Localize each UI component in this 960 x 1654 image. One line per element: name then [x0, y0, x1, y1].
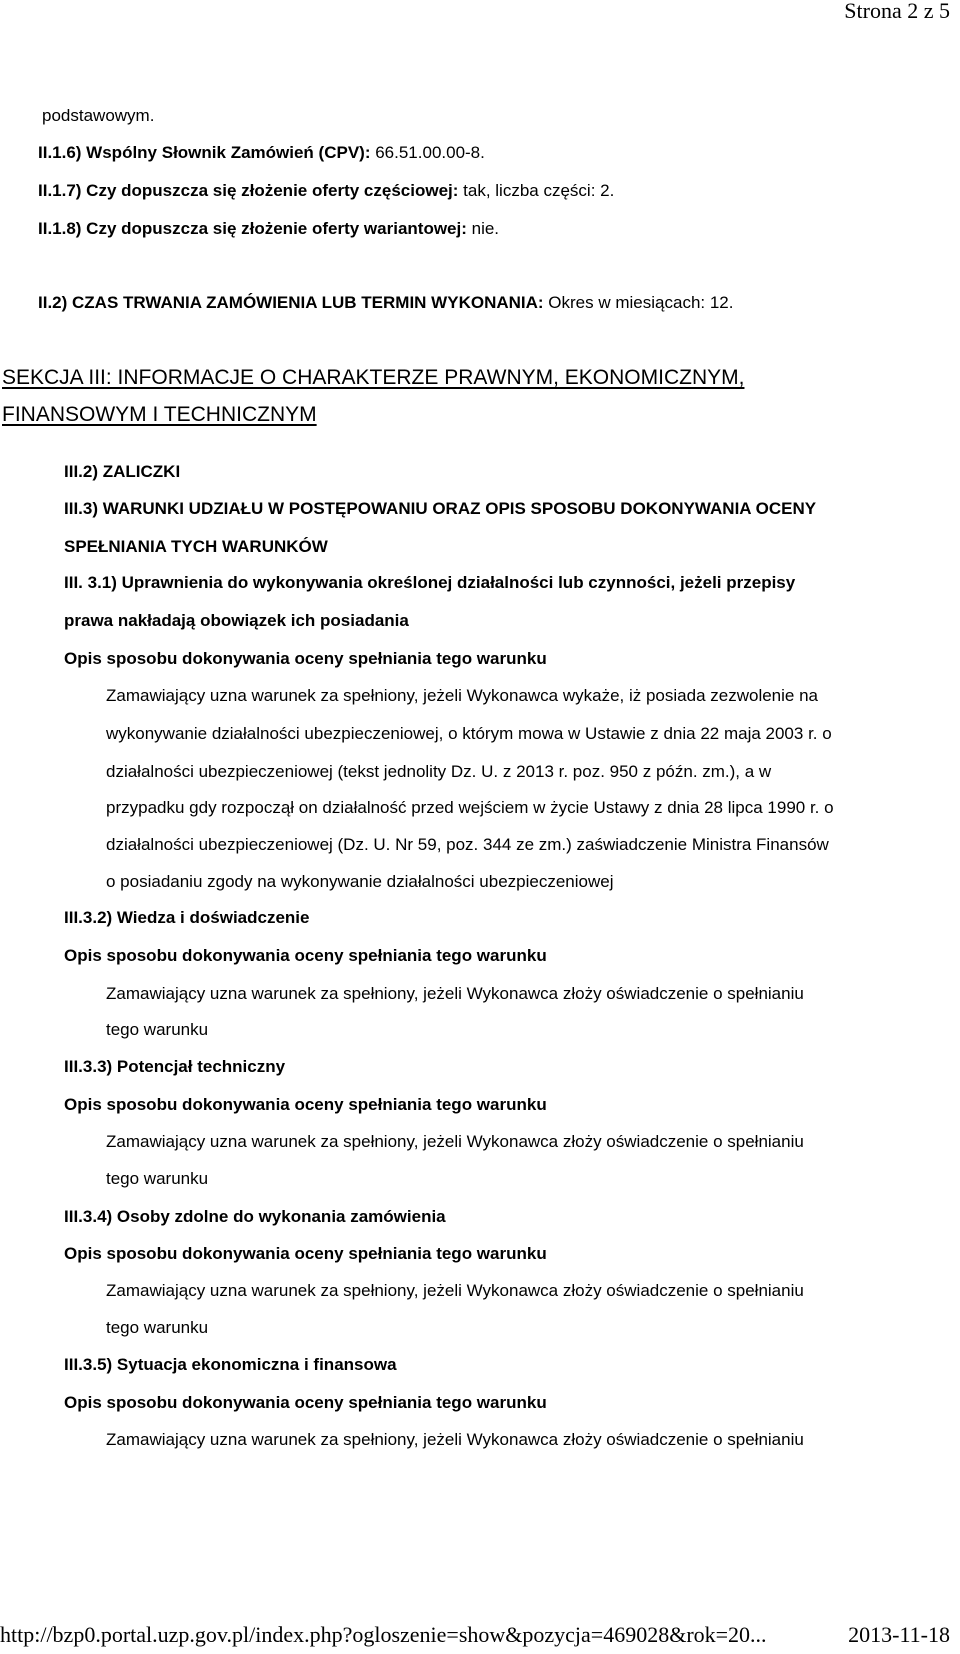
- intro-continuation: podstawowym.: [42, 106, 155, 125]
- c1-body-line: przypadku gdy rozpoczął on działalność przed wejściem w życie Ustawy z dnia 28 lipca 1990 r. o: [106, 798, 834, 817]
- c3-body-line: tego warunku: [106, 1169, 209, 1188]
- c3-body-line: Zamawiający uzna warunek za spełniony, jeżeli Wykonawca złoży oświadczenie o spełnianiu: [106, 1132, 804, 1151]
- c4-body-line: Zamawiający uzna warunek za spełniony, jeżeli Wykonawca złoży oświadczenie o spełnianiu: [106, 1281, 804, 1300]
- cpv-line: [38, 144, 485, 161]
- duration-line: [38, 294, 733, 311]
- c3-title: III.3.3) Potencjał techniczny: [64, 1057, 286, 1076]
- partial-offers-line: [38, 182, 614, 199]
- c1-desc-label: Opis sposobu dokonywania oceny spełniania tego warunku: [64, 649, 547, 668]
- variant-offers-value: nie.: [471, 219, 500, 238]
- c5-title: III.3.5) Sytuacja ekonomiczna i finansowa: [64, 1355, 397, 1374]
- footer-url: http://bzp0.portal.uzp.gov.pl/index.php?ogloszenie=show&pozycja=469028&rok=20...: [0, 1622, 767, 1647]
- page-number: Strona 2 z 5: [844, 0, 950, 23]
- c1-body-line: działalności ubezpieczeniowej (Dz. U. Nr 59, poz. 344 ze zm.) zaświadczenie Ministra Finansów: [106, 835, 829, 854]
- variant-offers-label: II.1.8) Czy dopuszcza się złożenie oferty wariantowej:: [38, 219, 467, 238]
- c1-body-line: Zamawiający uzna warunek za spełniony, jeżeli Wykonawca wykaże, iż posiada zezwolenie na: [106, 686, 818, 705]
- c1-title-line1: III. 3.1) Uprawnienia do wykonywania określonej działalności lub czynności, jeżeli przepisy: [64, 573, 796, 592]
- c4-title: III.3.4) Osoby zdolne do wykonania zamówienia: [64, 1207, 446, 1226]
- footer-date: 2013-11-18: [848, 1622, 950, 1647]
- c1-body-line: działalności ubezpieczeniowej (tekst jednolity Dz. U. z 2013 r. poz. 950 z późn. zm.), a w: [106, 762, 772, 781]
- c5-desc-label: Opis sposobu dokonywania oceny spełniania tego warunku: [64, 1393, 547, 1412]
- c2-body-line: Zamawiający uzna warunek za spełniony, jeżeli Wykonawca złoży oświadczenie o spełnianiu: [106, 984, 804, 1003]
- partial-offers-label: II.1.7) Czy dopuszcza się złożenie oferty częściowej:: [38, 181, 459, 200]
- c4-desc-label: Opis sposobu dokonywania oceny spełniania tego warunku: [64, 1244, 547, 1263]
- cpv-value: 66.51.00.00-8.: [375, 143, 485, 162]
- c5-body-line: Zamawiający uzna warunek za spełniony, jeżeli Wykonawca złoży oświadczenie o spełnianiu: [106, 1430, 804, 1449]
- advances-label: III.2) ZALICZKI: [64, 462, 181, 481]
- section-3-heading-line2: FINANSOWYM I TECHNICZNYM: [2, 403, 317, 426]
- c1-title-line2: prawa nakładają obowiązek ich posiadania: [64, 611, 409, 630]
- section-3-heading-line1: SEKCJA III: INFORMACJE O CHARAKTERZE PRAWNYM, EKONOMICZNYM,: [2, 366, 745, 389]
- c2-body-line: tego warunku: [106, 1020, 209, 1039]
- conditions-heading-line1: III.3) WARUNKI UDZIAŁU W POSTĘPOWANIU ORAZ OPIS SPOSOBU DOKONYWANIA OCENY: [64, 499, 817, 518]
- c1-body-line: o posiadaniu zgody na wykonywanie działalności ubezpieczeniowej: [106, 872, 614, 891]
- c2-desc-label: Opis sposobu dokonywania oceny spełniania tego warunku: [64, 946, 547, 965]
- conditions-heading-line2: SPEŁNIANIA TYCH WARUNKÓW: [64, 537, 328, 556]
- cpv-label: II.1.6) Wspólny Słownik Zamówień (CPV):: [38, 143, 371, 162]
- duration-value: Okres w miesiącach: 12.: [548, 293, 734, 312]
- c2-title: III.3.2) Wiedza i doświadczenie: [64, 908, 310, 927]
- duration-label: II.2) CZAS TRWANIA ZAMÓWIENIA LUB TERMIN WYKONANIA:: [38, 293, 544, 312]
- c3-desc-label: Opis sposobu dokonywania oceny spełniania tego warunku: [64, 1095, 547, 1114]
- c4-body-line: tego warunku: [106, 1318, 209, 1337]
- partial-offers-value: tak, liczba części: 2.: [463, 181, 615, 200]
- variant-offers-line: [38, 220, 499, 237]
- c1-body-line: wykonywanie działalności ubezpieczeniowej, o którym mowa w Ustawie z dnia 22 maja 2003 r. o: [106, 724, 832, 743]
